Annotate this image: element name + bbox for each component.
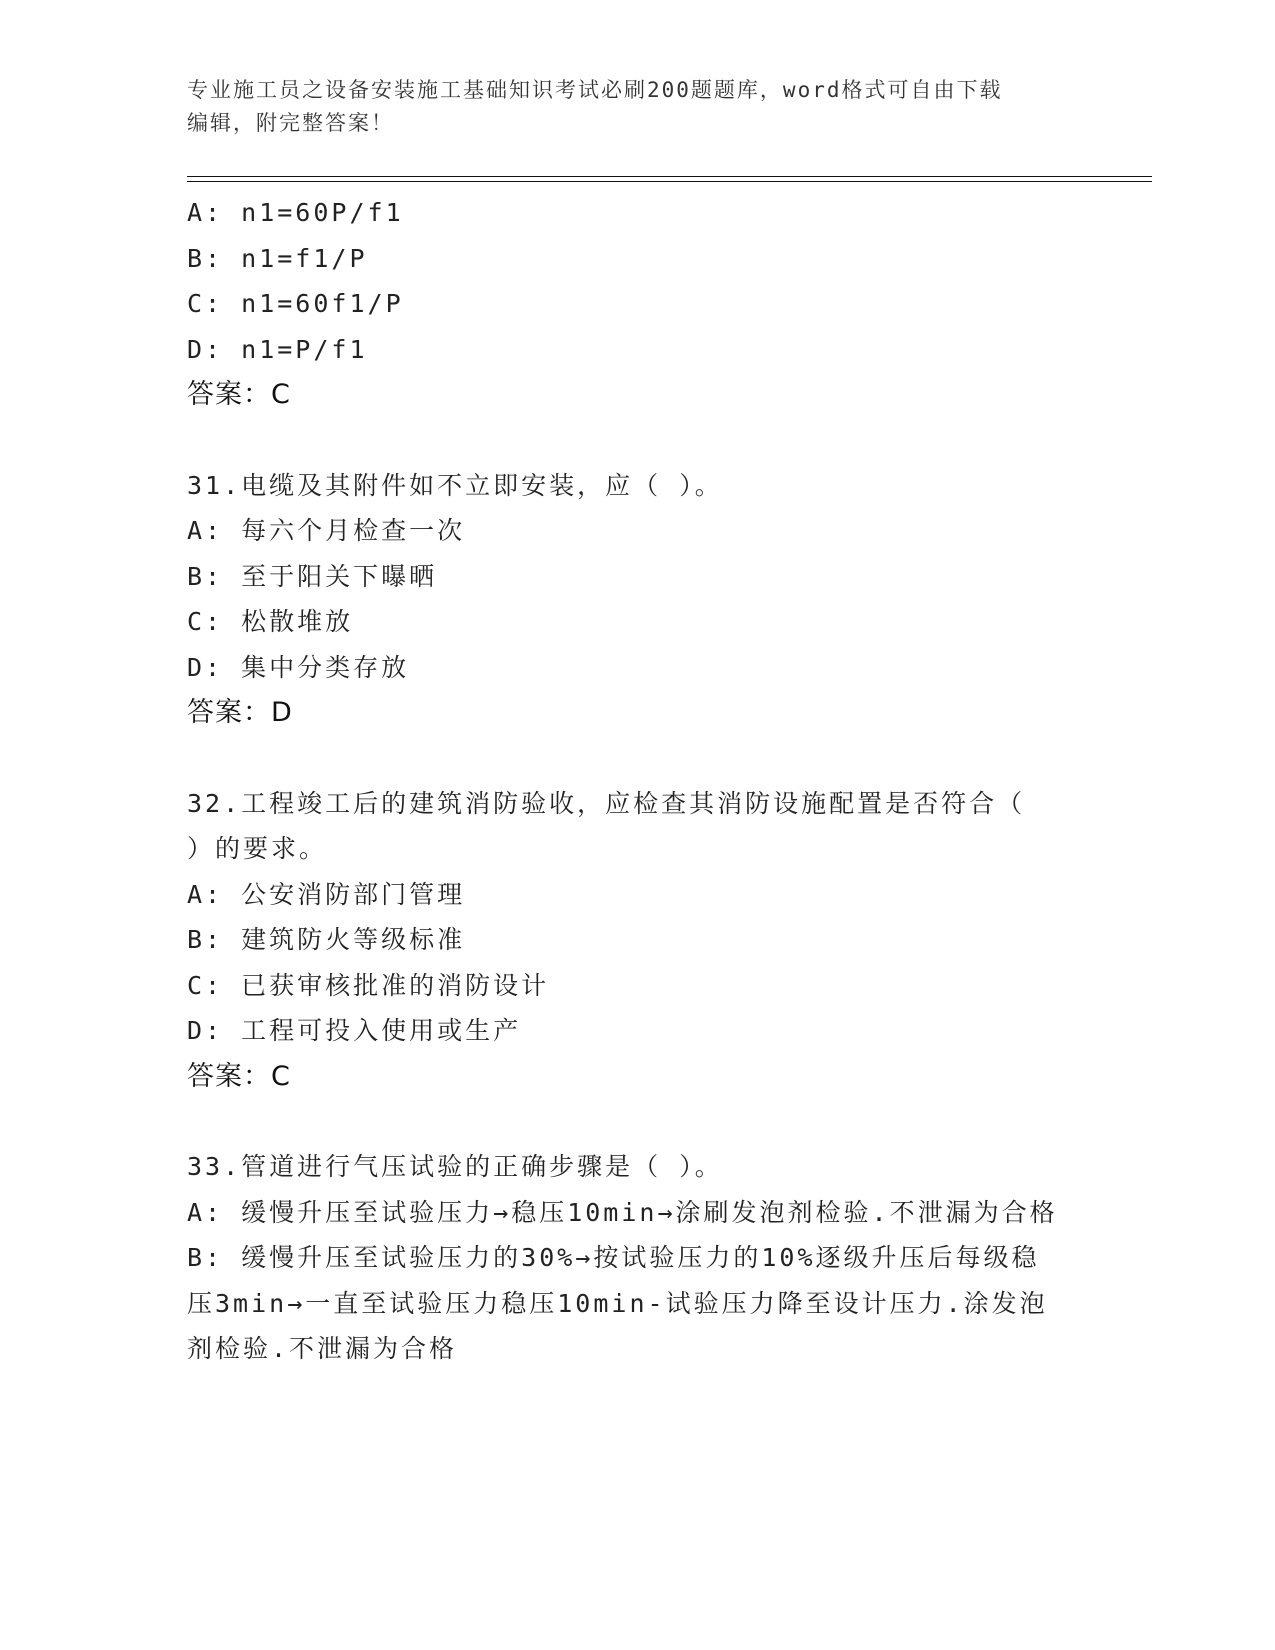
option-c: C: 已获审核批准的消防设计 (187, 970, 550, 1000)
question-32 (187, 781, 1092, 1100)
question-33 (187, 1144, 1092, 1372)
option-b-line-3: 剂检验.不泄漏为合格 (187, 1334, 458, 1363)
header-title-line-2: 编辑，附完整答案！ (187, 111, 394, 135)
header-title-line-1: 专业施工员之设备安装施工基础知识考试必刷200题题库，word格式可自由下载 (187, 78, 1003, 102)
document-header (187, 74, 1067, 140)
option-b: B: 至于阳关下曝晒 (187, 561, 438, 591)
question-30 (187, 190, 1092, 418)
option-b-line-2: 压3min→一直至试验压力稳压10min-试验压力降至设计压力.涂发泡 (187, 1288, 1048, 1318)
question-stem-line-2: ）的要求。 (187, 834, 328, 863)
option-a: A: 公安消防部门管理 (187, 879, 466, 909)
option-a: A: n1=60P/f1 (187, 198, 404, 227)
header-rule-top (187, 176, 1152, 177)
question-31 (187, 463, 1092, 736)
option-d: D: 集中分类存放 (187, 652, 410, 682)
option-d: D: n1=P/f1 (187, 334, 368, 364)
question-stem: 33.管道进行气压试验的正确步骤是（ ）。 (187, 1152, 723, 1181)
answer: 答案：C (187, 1060, 291, 1092)
header-rule-bottom (187, 181, 1152, 182)
spacer (187, 1099, 1092, 1144)
question-stem: 31.电缆及其附件如不立即安装，应（ ）。 (187, 470, 723, 500)
option-b: B: n1=f1/P (187, 243, 368, 273)
answer: 答案：D (187, 697, 293, 728)
option-a: A: 缓慢升压至试验压力→稳压10min→涂刷发泡剂检验.不泄漏为合格 (187, 1197, 1058, 1227)
spacer (187, 736, 1092, 781)
option-c: C: 松散堆放 (187, 607, 354, 636)
option-a: A: 每六个月检查一次 (187, 516, 466, 545)
spacer (187, 418, 1092, 463)
answer: 答案：C (187, 379, 291, 410)
question-list (187, 190, 1092, 1372)
question-stem-line-1: 32.工程竣工后的建筑消防验收，应检查其消防设施配置是否符合（ (187, 788, 1026, 818)
option-b-line-1: B: 缓慢升压至试验压力的30%→按试验压力的10%逐级升压后每级稳 (187, 1243, 1040, 1272)
option-b: B: 建筑防火等级标准 (187, 925, 466, 954)
option-c: C: n1=60f1/P (187, 289, 404, 318)
option-d: D: 工程可投入使用或生产 (187, 1016, 522, 1045)
